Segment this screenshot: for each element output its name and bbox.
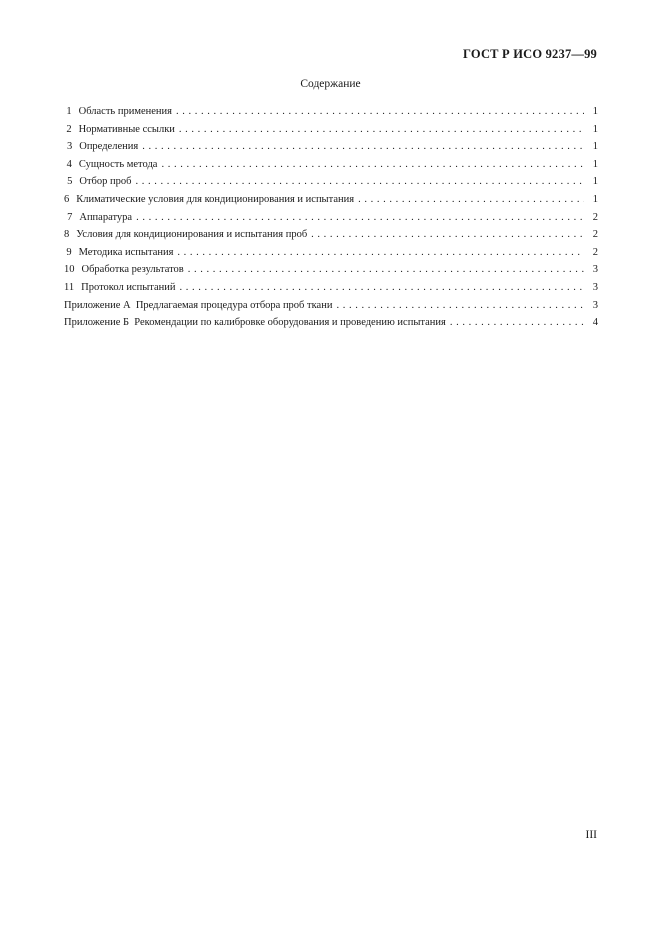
toc-entry-number: 3	[66, 141, 73, 153]
toc-dot-leader	[358, 191, 584, 209]
toc-entry-number: 6	[64, 193, 70, 205]
toc-entry-label: Область применения	[78, 106, 172, 117]
toc-entry[interactable]	[64, 191, 598, 209]
toc-entry-number: 4	[66, 158, 72, 170]
toc-entry-page: 3	[592, 281, 598, 293]
toc-entry[interactable]	[64, 156, 598, 174]
toc-entry-page: 1	[592, 176, 598, 188]
toc-entry[interactable]	[64, 103, 598, 121]
toc-entry-page: 1	[592, 158, 598, 170]
toc-entry[interactable]	[64, 297, 598, 315]
toc-entry-page: 2	[592, 211, 598, 223]
toc-entry-page: 1	[592, 106, 598, 117]
toc-entry-page: 1	[592, 123, 598, 135]
toc-entry-label: Методика испытания	[78, 246, 174, 258]
toc-dot-leader	[336, 297, 584, 315]
toc-entry-label: Протокол испытаний	[81, 281, 176, 293]
toc-entry-page: 2	[592, 229, 598, 241]
table-of-contents	[64, 103, 598, 332]
toc-entry-number: 7	[67, 211, 73, 223]
toc-dot-leader	[311, 226, 584, 244]
toc-entry-number: 9	[66, 246, 72, 258]
toc-dot-leader	[180, 279, 584, 297]
toc-entry-label: Определения	[79, 141, 139, 153]
toc-title: Содержание	[300, 78, 361, 90]
toc-entry[interactable]	[64, 279, 598, 297]
toc-entry[interactable]	[64, 226, 598, 244]
toc-entry-number: 5	[67, 176, 73, 188]
toc-entry-label: Условия для кондиционирования и испытания проб	[76, 229, 308, 241]
toc-dot-leader	[188, 261, 584, 279]
toc-dot-leader	[177, 244, 584, 262]
toc-entry[interactable]	[64, 121, 598, 139]
toc-dot-leader	[142, 138, 584, 156]
toc-entry-page: 4	[592, 317, 598, 329]
toc-entry-number: 2	[66, 123, 72, 135]
toc-entry[interactable]	[64, 261, 598, 279]
page-number: III	[585, 829, 597, 841]
toc-dot-leader	[450, 314, 584, 332]
toc-entry-page: 3	[592, 299, 598, 311]
toc-entry[interactable]	[64, 244, 598, 262]
toc-dot-leader	[136, 209, 584, 227]
toc-entry[interactable]	[64, 173, 598, 191]
toc-entry-label: Нормативные ссылки	[78, 123, 175, 135]
toc-entry-page: 1	[592, 193, 598, 205]
toc-entry-label: Сущность метода	[78, 158, 158, 170]
toc-entry[interactable]	[64, 314, 598, 332]
toc-entry-number: 8	[64, 229, 70, 241]
toc-dot-leader	[135, 173, 584, 191]
toc-dot-leader	[176, 103, 584, 121]
toc-entry-page: 1	[592, 141, 598, 153]
toc-entry-label: Отбор проб	[79, 176, 132, 188]
toc-entry-number: 11	[64, 281, 75, 293]
toc-entry[interactable]	[64, 138, 598, 156]
document-code-header: ГОСТ Р ИСО 9237—99	[463, 47, 597, 61]
toc-entry-page: 3	[592, 264, 598, 276]
toc-entry-label: Климатические условия для кондиционирования и испытания	[76, 193, 355, 205]
toc-entry-label: Приложение А Предлагаемая процедура отбора проб ткани	[64, 299, 333, 311]
toc-dot-leader	[179, 121, 584, 139]
toc-entry-number: 10	[64, 264, 75, 276]
toc-entry-label: Приложение Б Рекомендации по калибровке оборудования и проведению испытания	[64, 317, 446, 329]
toc-dot-leader	[161, 156, 584, 174]
toc-entry-label: Обработка результатов	[81, 264, 184, 276]
toc-entry-page: 2	[592, 246, 598, 258]
toc-entry[interactable]	[64, 209, 598, 227]
toc-entry-label: Аппаратура	[79, 211, 133, 223]
toc-entry-number: 1	[66, 106, 72, 117]
